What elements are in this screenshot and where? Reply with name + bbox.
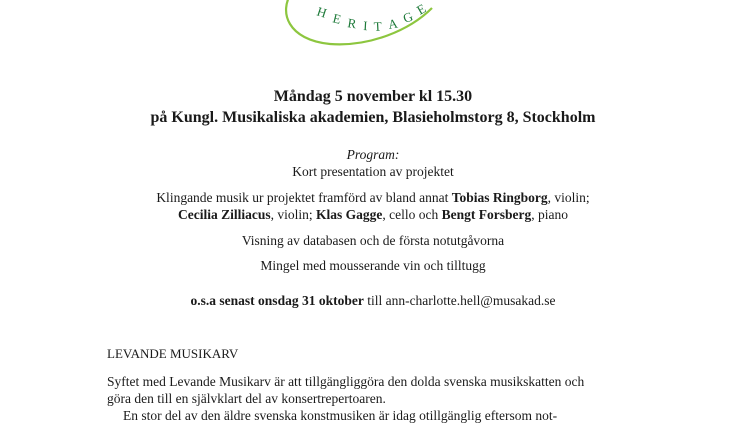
logo-letter-2: E: [331, 10, 343, 27]
logo-heritage-text: [315, 1, 428, 34]
event-venue: på Kungl. Musikaliska akademien, Blasieholmstorg 8, Stockholm: [150, 109, 596, 126]
program-item-mingle: Mingel med mousserande vin och tilltugg: [260, 258, 486, 273]
program-item-music-line1: [0, 189, 746, 206]
performer-role: , piano: [531, 207, 568, 222]
section-para1-line1: Syftet med Levande Musikarv är att tillgängliggöra den dolda svenska musikskatten och: [107, 374, 585, 389]
performer-role: , violin;: [270, 207, 317, 222]
logo-letter-1: H: [315, 3, 329, 21]
program-heading: Program:: [346, 147, 400, 162]
section-heading-text: LEVANDE MUSIKARV: [107, 346, 239, 361]
logo-letter-5: T: [373, 18, 383, 34]
program-item-database: Visning av databasen och de första notutgåvorna: [241, 233, 505, 248]
logo-letter-7: G: [400, 8, 415, 26]
performer-name: Bengt Forsberg: [441, 207, 532, 222]
section-para2-line1: En stor del av den äldre svenska konstmusiken är idag otillgänglig eftersom not-: [123, 408, 558, 423]
rsvp-line: [0, 292, 746, 309]
program-item-music-line2: [0, 206, 746, 223]
event-date: Måndag 5 november kl 15.30: [273, 88, 473, 105]
logo-letter-8: E: [414, 0, 429, 18]
logo-letter-3: R: [346, 15, 358, 32]
rsvp-contact[interactable]: till ann-charlotte.hell@musakad.se: [363, 293, 556, 308]
performer-name: Klas Gagge: [316, 207, 383, 222]
logo-letter-4: I: [362, 18, 368, 34]
music-intro: Klingande musik ur projektet framförd av bland annat: [156, 190, 452, 205]
rsvp-deadline: o.s.a senast onsdag 31 oktober: [190, 293, 364, 308]
logo-letter-6: A: [386, 15, 399, 32]
section-para1-line2: göra den till en självklart del av konsertrepertoaren.: [107, 391, 386, 406]
heritage-logo: [270, 0, 470, 50]
program-item-presentation: Kort presentation av projektet: [292, 164, 454, 179]
performer-role: , violin;: [547, 190, 590, 205]
section-heading: [107, 345, 647, 362]
performer-role: , cello och: [382, 207, 442, 222]
performer-name: Tobias Ringborg: [451, 190, 548, 205]
performer-name: Cecilia Zilliacus: [178, 207, 271, 222]
